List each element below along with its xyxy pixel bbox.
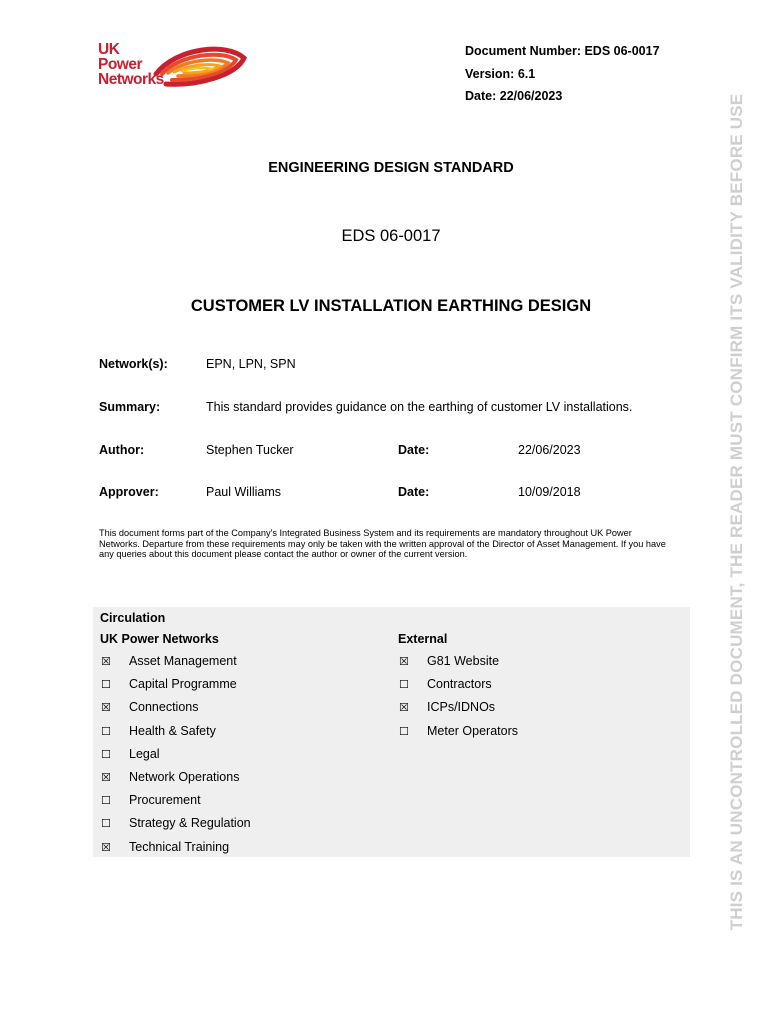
uk-power-networks-logo xyxy=(98,40,248,94)
external-circulation-item-label: ICPs/IDNOs xyxy=(427,700,496,715)
logo-line-1: UK xyxy=(98,41,120,58)
document-number-label: Document Number: xyxy=(465,44,581,58)
external-circulation-item-label: G81 Website xyxy=(427,654,500,668)
checked-box-icon[interactable]: ☒ xyxy=(101,655,111,668)
document-version xyxy=(465,63,660,86)
unchecked-box-icon[interactable]: ☐ xyxy=(101,724,111,738)
networks-label: Network(s): xyxy=(99,357,168,371)
internal-circulation-item-label: Capital Programme xyxy=(129,677,237,692)
internal-list xyxy=(100,654,251,863)
internal-circulation-item xyxy=(100,700,251,723)
internal-circulation-item xyxy=(100,724,251,747)
external-circulation-item xyxy=(398,700,518,723)
document-number-value: EDS 06-0017 xyxy=(584,44,660,58)
internal-circulation-item xyxy=(100,677,251,700)
internal-circulation-item-label: Connections xyxy=(129,700,199,715)
date-label: Date: xyxy=(465,89,497,103)
checked-box-icon[interactable]: ☒ xyxy=(399,655,409,668)
external-heading: External xyxy=(398,632,448,646)
summary-label: Summary: xyxy=(99,400,161,414)
unchecked-box-icon[interactable]: ☐ xyxy=(399,724,409,738)
standard-type-heading: ENGINEERING DESIGN STANDARD xyxy=(268,160,514,176)
checked-box-icon[interactable]: ☒ xyxy=(101,770,111,784)
checked-box-icon[interactable]: ☒ xyxy=(101,840,111,854)
networks-value: EPN, LPN, SPN xyxy=(206,357,296,371)
checked-box-icon[interactable]: ☒ xyxy=(101,701,111,715)
document-title: CUSTOMER LV INSTALLATION EARTHING DESIGN xyxy=(190,297,592,315)
external-circulation-column xyxy=(398,632,518,747)
unchecked-box-icon[interactable]: ☐ xyxy=(101,817,111,831)
approver-date-value: 10/09/2018 xyxy=(518,485,581,499)
standard-code-heading: EDS 06-0017 xyxy=(341,227,441,245)
logo-line-3: Networks xyxy=(98,71,164,88)
approver-date-label: Date: xyxy=(398,485,430,499)
version-label: Version: xyxy=(465,66,515,81)
internal-circulation-item-label: Technical Training xyxy=(129,839,230,854)
date-value: 22/06/2023 xyxy=(499,89,563,103)
version-value: 6.1 xyxy=(517,66,536,81)
external-circulation-item xyxy=(398,724,518,747)
unchecked-box-icon[interactable]: ☐ xyxy=(101,747,111,761)
document-number xyxy=(465,40,660,63)
internal-circulation-item-label: Strategy & Regulation xyxy=(129,816,251,831)
summary-value: This standard provides guidance on the earthing of customer LV installations. xyxy=(206,400,633,414)
internal-circulation-column xyxy=(100,632,251,863)
internal-circulation-item-label: Legal xyxy=(129,746,160,761)
logo-swoosh-icon xyxy=(136,40,248,90)
approver-value: Paul Williams xyxy=(206,485,282,499)
internal-circulation-item-label: Asset Management xyxy=(129,654,237,668)
external-circulation-item-label: Contractors xyxy=(427,677,492,692)
external-circulation-item xyxy=(398,654,518,677)
circulation-panel xyxy=(93,607,690,857)
author-value: Stephen Tucker xyxy=(206,443,294,457)
logo-line-2: Power xyxy=(98,56,143,73)
internal-circulation-item xyxy=(100,747,251,770)
external-circulation-item-label: Meter Operators xyxy=(427,723,519,738)
internal-circulation-item xyxy=(100,770,251,793)
approver-label: Approver: xyxy=(99,485,159,499)
ibs-notice: This document forms part of the Company's Integrated Business System and its requirements are mandatory throughout UK Power Networks. Departure from these requirements may only be taken with the written approval of the Director of Asset Management. If you have any queries about this document please contact the author or owner of the current version. xyxy=(99,528,666,559)
internal-circulation-item xyxy=(100,793,251,816)
uncontrolled-document-watermark: THIS IS AN UNCONTROLLED DOCUMENT, THE READER MUST CONFIRM ITS VALIDITY BEFORE USE xyxy=(727,93,746,931)
internal-heading: UK Power Networks xyxy=(100,632,219,646)
unchecked-box-icon[interactable]: ☐ xyxy=(101,678,111,692)
internal-circulation-item-label: Network Operations xyxy=(129,769,240,784)
document-meta xyxy=(465,40,660,108)
internal-circulation-item xyxy=(100,840,251,863)
internal-circulation-item-label: Procurement xyxy=(129,793,201,808)
unchecked-box-icon[interactable]: ☐ xyxy=(101,794,111,808)
internal-circulation-item xyxy=(100,654,251,677)
external-list xyxy=(398,654,518,747)
author-date-label: Date: xyxy=(398,443,430,457)
checked-box-icon[interactable]: ☒ xyxy=(399,701,409,715)
author-label: Author: xyxy=(99,443,145,457)
author-date-value: 22/06/2023 xyxy=(518,443,581,457)
internal-circulation-item xyxy=(100,816,251,839)
unchecked-box-icon[interactable]: ☐ xyxy=(399,678,409,692)
internal-circulation-item-label: Health & Safety xyxy=(129,723,216,738)
circulation-title: Circulation xyxy=(100,611,166,625)
external-circulation-item xyxy=(398,677,518,700)
document-date xyxy=(465,85,660,108)
